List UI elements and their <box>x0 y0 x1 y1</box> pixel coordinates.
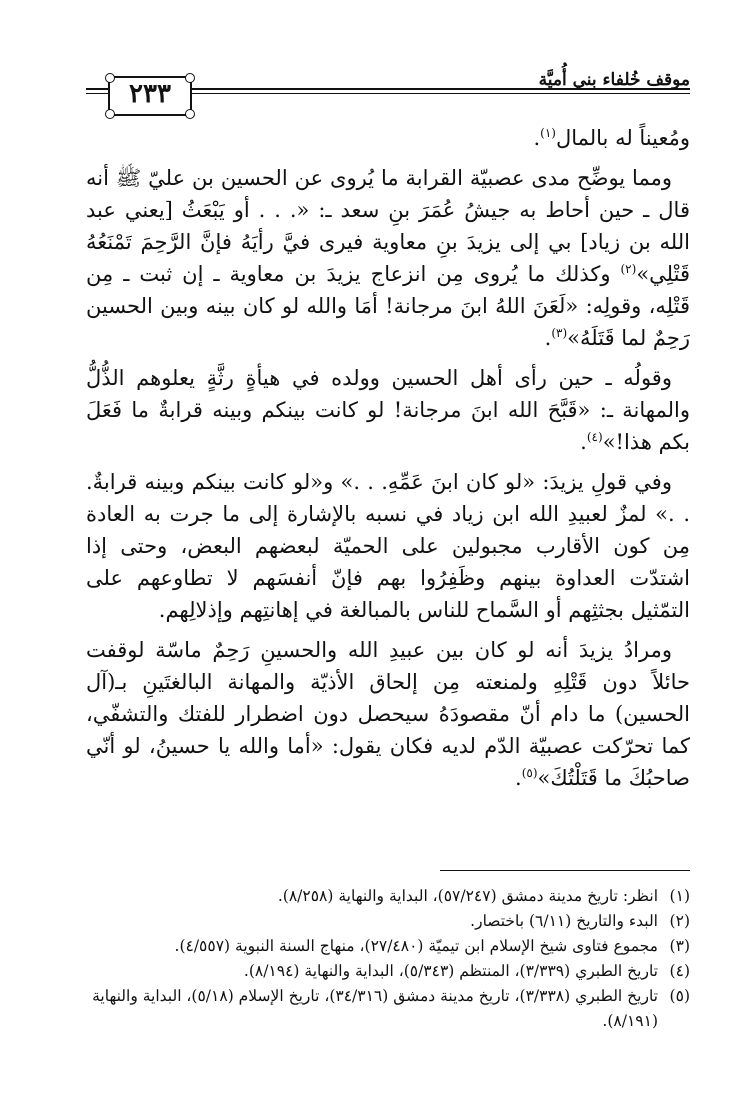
footnote-ref[interactable]: (٣) <box>551 326 568 340</box>
footnote-number: (٥) <box>669 987 690 1005</box>
paragraph: ومرادُ يزيدَ أنه لو كان بين عبيدِ الله والحسينِ رَحِمٌ ماسّة لوقفت حائلاً دون قَتْلِهِ ولمنعته مِن إلحاق الأذيّة والمهانة البالغتَينِ بـ(آل الحسين) ما دام أنّ مقصودَهُ سيحصل دون اضطرار للفتك والتشفّي، كما تحرّكت عصبيّة الدّم لديه فكان يقول: «أما والله يا حسينُ، لو أنّي صاحبُكَ ما قَتَلْتُكَ»$^{(٥)}$. <box>86 638 690 790</box>
footnote-ref[interactable]: (٢) <box>620 262 637 276</box>
footnote-ref[interactable]: (١) <box>540 126 556 140</box>
footnote-text: انظر: تاريخ مدينة دمشق (٥٧/٢٤٧)، البداية والنهاية (٨/٢٥٨). <box>277 887 658 905</box>
footnote-text: تاريخ الطبري (٣/٣٣٨)، تاريخ مدينة دمشق (٣٤/٣١٦)، تاريخ الإسلام (٥/١٨)، البداية والنهاية (٨/١٩١). <box>92 987 658 1030</box>
paragraph: ومُعيناً له بالمال$^{(١)}$. <box>533 126 690 150</box>
footnote-divider <box>440 870 690 871</box>
footnote-ref[interactable]: (٤) <box>586 430 603 444</box>
running-title: موقف خُلفاء بني أُميَّة <box>538 70 690 90</box>
footnote <box>86 909 690 934</box>
footnote <box>86 884 690 909</box>
ornament-icon <box>105 73 115 83</box>
footnote-text: تاريخ الطبري (٣/٣٣٩)، المنتظم (٥/٣٤٣)، البداية والنهاية (٨/١٩٤). <box>243 962 658 980</box>
footnote-ref[interactable]: (٥) <box>521 766 538 780</box>
page-number: ٢٣٣ <box>129 79 171 109</box>
paragraph: وفي قولِ يزيدَ: «لو كان ابنَ عَمِّهِ. . .» و«لو كانت بينكم وبينه قرابةٌ. . .» لمزٌ لعبيدِ الله ابن زياد في نسبه بالإشارة إلى ما جرت به العادة مِن كون الأقارب مجبولين على الحميّة لبعضهم البعض، وحتى إذا اشتدّت العداوة بينهم وظَفِرُوا بهم فإنّ أنفسَهم لا تطاوعهم على التمّثيل بجثثِهم أو السَّماح للناس بالمبالغة في إهانتِهم وإذلالِهم. <box>86 470 690 622</box>
ornament-icon <box>185 109 195 119</box>
footnote-number: (٢) <box>669 912 690 930</box>
page-number-badge <box>108 76 192 116</box>
page-header <box>86 70 690 114</box>
ornament-icon <box>105 109 115 119</box>
paragraph: وقولُه ـ حين رأى أهل الحسين وولده في هيأةٍ رثَّةٍ يعلوهم الذُّلُّ والمهانة ـ: «قَبَّحَ الله ابنَ مرجانة! لو كانت بينكم وبينه قرابةٌ ما فَعَلَ بكم هذا!»$^{(٤)}$. <box>86 366 690 454</box>
footnote-number: (٤) <box>669 962 690 980</box>
footnote <box>86 959 690 984</box>
footnote-number: (٣) <box>669 937 690 955</box>
footnote-text: مجموع فتاوى شيخ الإسلام ابن تيميّة (٢٧/٤٨٠)، منهاج السنة النبوية (٤/٥٥٧). <box>174 937 658 955</box>
paragraph: ومما يوضِّح مدى عصبيّة القرابة ما يُروى عن الحسين بن عليّ ﷺ أنه قال ـ حين أحاط به جيشُ عُمَرَ بنِ سعد ـ: «. . . أو يَبْعَثُ [يعني عبد الله بن زياد] بي إلى يزيدَ بنِ معاوية فيرى فيَّ رأيَهُ فإنَّ الرَّحِمَ تَمْنَعُهُ قَتْلِي»$^{(٢)}$ وكذلك ما يُروى مِن انزعاج يزيدَ بن معاوية ـ إن ثبت ـ مِن قَتْلِه، وقولِه: «لَعَنَ اللهُ ابنَ مرجانة! أمَا والله لو كان بينه وبين الحسين رَحِمٌ لما قَتَلَهُ»$^{(٣)}$. <box>86 166 690 350</box>
footnote-text: البدء والتاريخ (٦/١١) باختصار. <box>470 912 658 930</box>
main-text <box>86 122 690 802</box>
footnote-number: (١) <box>669 887 690 905</box>
footnote <box>86 934 690 959</box>
ornament-icon <box>185 73 195 83</box>
footnote <box>86 984 690 1034</box>
footnotes <box>86 884 690 1034</box>
